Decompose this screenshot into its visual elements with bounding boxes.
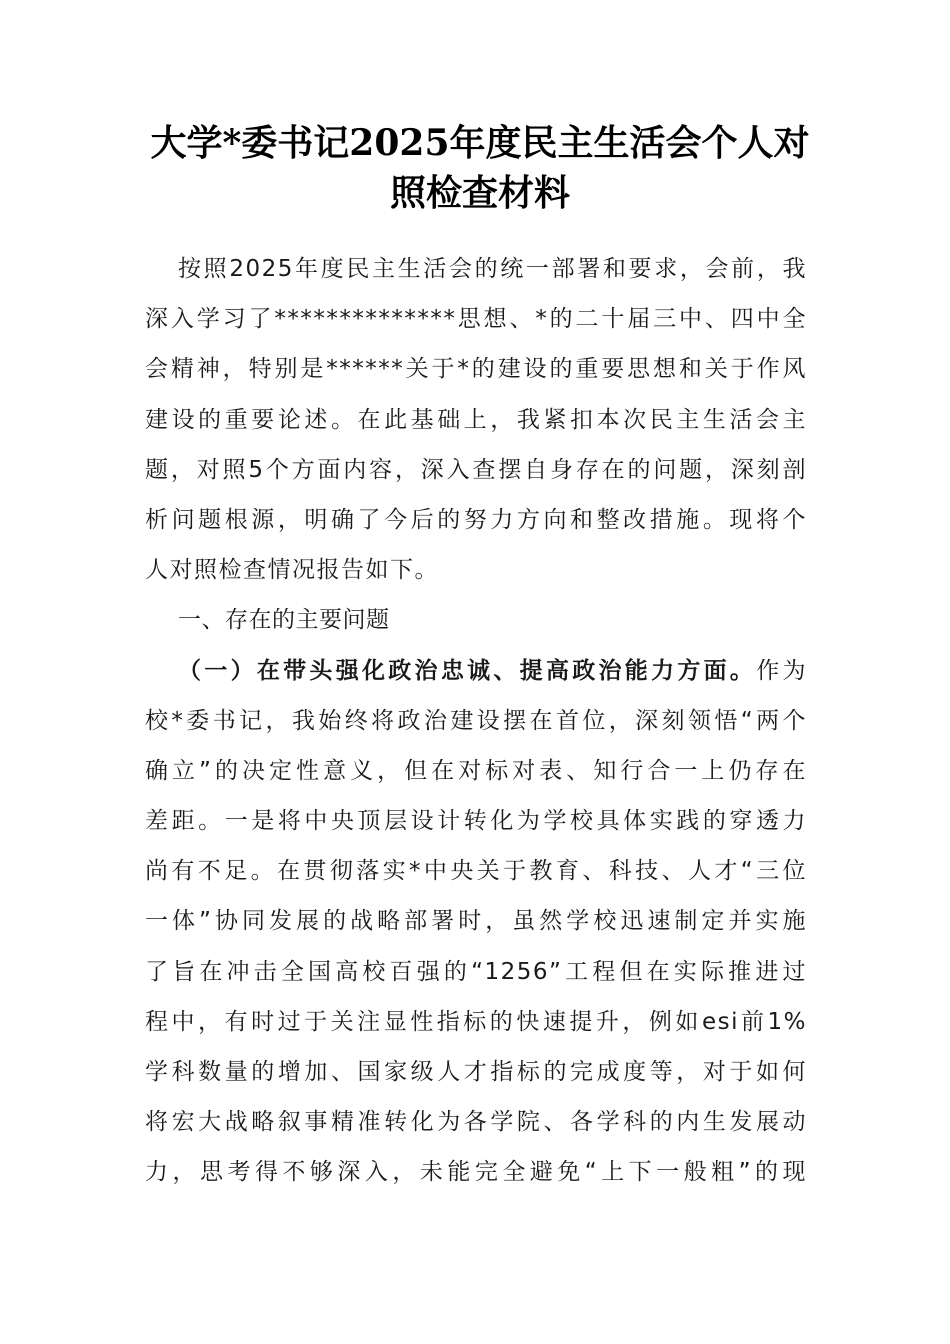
subsection-paragraph (145, 646, 807, 1198)
title-line-1: 大学*委书记2025年度民主生活会个人对 (150, 122, 810, 164)
paragraph-line: 力，思考得不够深入，未能完全避免“上下一般粗”的现 (145, 1159, 807, 1186)
paragraph-line: 会精神，特别是******关于*的建设的重要思想和关于作风 (145, 356, 807, 383)
section-heading: 一、存在的主要问题 (178, 607, 390, 634)
subsection-first-line (145, 646, 807, 696)
paragraph-line: 按照2025年度民主生活会的统一部署和要求，会前，我 (178, 256, 807, 282)
paragraph-line: 深入学习了**************思想、*的二十届三中、四中全 (145, 306, 807, 333)
paragraph-line: 校*委书记，我始终将政治建设摆在首位，深刻领悟“两个 (145, 707, 807, 734)
subsection-heading: （一）在带头强化政治忠诚、提高政治能力方面。 (178, 656, 757, 684)
paragraph-line: 学科数量的增加、国家级人才指标的完成度等，对于如何 (145, 1059, 807, 1085)
paragraph-line: 析问题根源，明确了今后的努力方向和整改措施。现将个 (145, 506, 807, 533)
intro-paragraph (145, 244, 807, 595)
subsection-first-line-tail: 作为 (756, 657, 808, 684)
paragraph-line: 建设的重要论述。在此基础上，我紧扣本次民主生活会主 (145, 406, 807, 433)
paragraph-line: 题，对照5个方面内容，深入查摆自身存在的问题，深刻剖 (145, 456, 807, 483)
paragraph-line: 人对照检查情况报告如下。 (145, 557, 439, 584)
document-body (145, 244, 807, 1198)
title-line-2: 照检查材料 (389, 172, 570, 214)
paragraph-line: 了旨在冲击全国高校百强的“1256”工程但在实际推进过 (145, 958, 807, 985)
paragraph-line: 确立”的决定性意义，但在对标对表、知行合一上仍存在 (145, 757, 807, 784)
document-title (140, 118, 820, 218)
paragraph-line: 差距。一是将中央顶层设计转化为学校具体实践的穿透力 (145, 808, 807, 835)
paragraph-line: 将宏大战略叙事精准转化为各学院、各学科的内生发展动 (145, 1109, 807, 1136)
paragraph-line: 一体”协同发展的战略部署时，虽然学校迅速制定并实施 (145, 908, 807, 935)
paragraph-line: 尚有不足。在贯彻落实*中央关于教育、科技、人才“三位 (145, 858, 807, 885)
paragraph-line: 程中，有时过于关注显性指标的快速提升，例如esi前1% (145, 1008, 807, 1035)
